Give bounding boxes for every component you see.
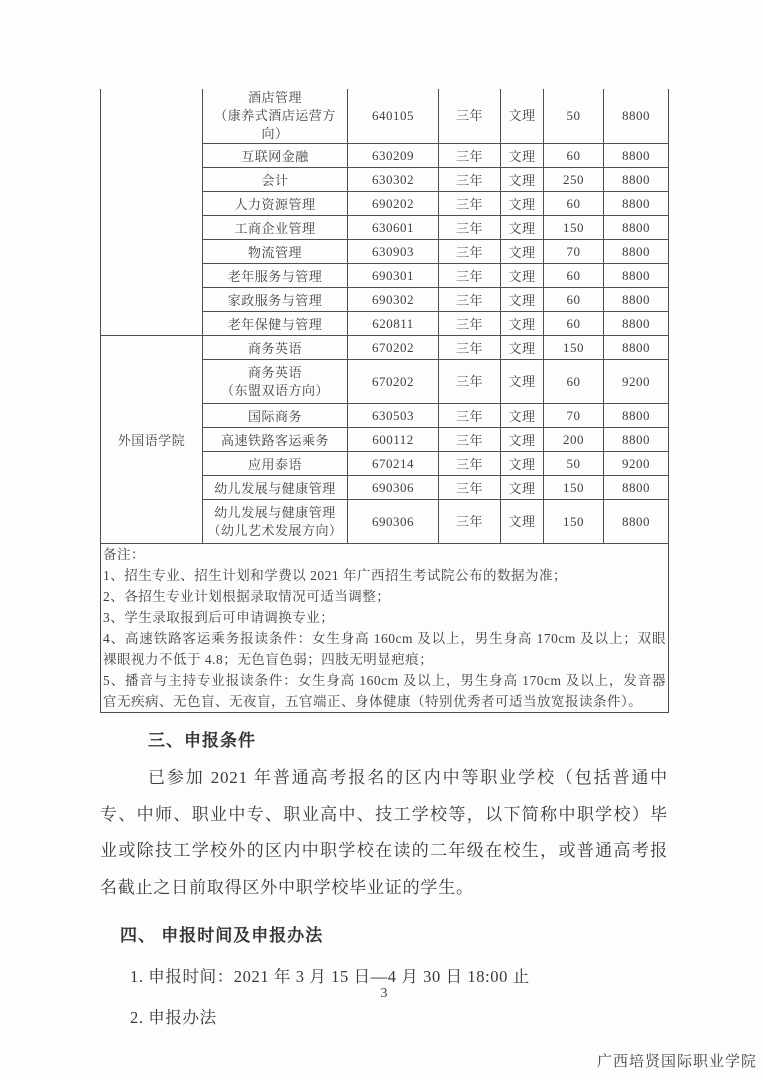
- major-code-cell: 670202: [348, 336, 439, 360]
- duration-cell: 三年: [439, 360, 501, 404]
- major-direction: （康养式酒店运营方向）: [214, 108, 336, 141]
- major-code-cell: 600112: [348, 428, 439, 452]
- table-row: [101, 336, 669, 360]
- major-name: 物流管理: [247, 245, 302, 260]
- subjects-cell: 文理: [501, 264, 544, 288]
- subjects-cell: 文理: [501, 240, 544, 264]
- major-code-cell: 640105: [348, 89, 439, 144]
- subjects-cell: 文理: [501, 168, 544, 192]
- plan-count-cell: 60: [544, 264, 604, 288]
- major-cell: [203, 89, 348, 144]
- duration-cell: 三年: [439, 428, 501, 452]
- major-name: 应用泰语: [247, 457, 302, 472]
- fee-cell: 8800: [604, 264, 669, 288]
- section-3-paragraph: 已参加 2021 年普通高考报名的区内中等职业学校（包括普通中专、中师、职业中专、职业高中、技工学校等，以下简称中职学校）毕业或除技工学校外的区内中职学校在读的二年级在校生，或普通高考报名截止之日前取得区外中职学校毕业证的学生。: [100, 768, 668, 897]
- fee-cell: 8800: [604, 216, 669, 240]
- subjects-cell: 文理: [501, 336, 544, 360]
- major-name: 商务英语: [247, 364, 302, 380]
- plan-count-cell: 250: [544, 168, 604, 192]
- subjects-cell: 文理: [501, 404, 544, 428]
- fee-cell: 8800: [604, 500, 669, 544]
- plan-count-cell: 60: [544, 360, 604, 404]
- note-item: 3、学生录取报到后可申请调换专业；: [103, 610, 335, 625]
- note-item: 5、播音与主持专业报读条件：女生身高 160cm 及以上，男生身高 170cm 及以上，发音器官无疾病、无色盲、无夜盲，五官端正、身体健康（特别优秀者可适当放宽报读条件）。: [103, 673, 667, 709]
- table-body: [101, 89, 669, 713]
- plan-count-cell: 60: [544, 312, 604, 336]
- duration-cell: 三年: [439, 476, 501, 500]
- duration-cell: 三年: [439, 336, 501, 360]
- duration-cell: 三年: [439, 500, 501, 544]
- subjects-cell: 文理: [501, 500, 544, 544]
- fee-cell: 8800: [604, 404, 669, 428]
- plan-count-cell: 60: [544, 192, 604, 216]
- duration-cell: 三年: [439, 404, 501, 428]
- duration-cell: 三年: [439, 89, 501, 144]
- major-code-cell: 630302: [348, 168, 439, 192]
- page-number: 3: [380, 986, 388, 1001]
- college-cell: [101, 89, 203, 336]
- major-cell: [203, 168, 348, 192]
- plan-count-cell: 70: [544, 240, 604, 264]
- duration-cell: 三年: [439, 452, 501, 476]
- major-code-cell: 630503: [348, 404, 439, 428]
- plan-count-cell: 150: [544, 476, 604, 500]
- major-name: 酒店管理: [247, 90, 302, 105]
- subjects-cell: 文理: [501, 144, 544, 168]
- major-cell: [203, 360, 348, 404]
- fee-cell: 8800: [604, 476, 669, 500]
- plan-count-cell: 50: [544, 89, 604, 144]
- plan-count-cell: 60: [544, 288, 604, 312]
- major-code-cell: 690202: [348, 192, 439, 216]
- major-cell: [203, 428, 348, 452]
- enrollment-plan-table: [100, 89, 669, 713]
- subjects-cell: 文理: [501, 192, 544, 216]
- major-cell: [203, 476, 348, 500]
- duration-cell: 三年: [439, 216, 501, 240]
- subjects-cell: 文理: [501, 360, 544, 404]
- notes-row: [101, 544, 669, 713]
- major-code-cell: 690301: [348, 264, 439, 288]
- plan-count-cell: 200: [544, 428, 604, 452]
- section-4-heading: 四、 申报时间及申报办法: [120, 926, 324, 945]
- major-name: 家政服务与管理: [227, 293, 323, 308]
- fee-cell: 8800: [604, 240, 669, 264]
- major-code-cell: 670214: [348, 452, 439, 476]
- major-name: 幼儿发展与健康管理: [214, 481, 336, 496]
- major-code-cell: 690306: [348, 500, 439, 544]
- fee-cell: 8800: [604, 192, 669, 216]
- fee-cell: 8800: [604, 144, 669, 168]
- duration-cell: 三年: [439, 192, 501, 216]
- page-content: [100, 89, 668, 1028]
- notes-title: 备注：: [103, 547, 145, 562]
- major-cell: [203, 336, 348, 360]
- subjects-cell: 文理: [501, 312, 544, 336]
- duration-cell: 三年: [439, 288, 501, 312]
- section-4-item-2: 2. 申报办法: [130, 1008, 217, 1027]
- major-name: 幼儿发展与健康管理: [214, 504, 336, 520]
- major-name: 工商企业管理: [234, 221, 316, 236]
- plan-count-cell: 150: [544, 216, 604, 240]
- note-item: 2、各招生专业计划根据录取情况可适当调整；: [103, 589, 391, 604]
- major-direction: （幼儿艺术发展方向）: [207, 522, 343, 538]
- major-name: 老年服务与管理: [227, 269, 323, 284]
- major-code-cell: 670202: [348, 360, 439, 404]
- major-cell: [203, 240, 348, 264]
- duration-cell: 三年: [439, 240, 501, 264]
- major-name: 互联网金融: [241, 149, 309, 164]
- duration-cell: 三年: [439, 264, 501, 288]
- major-cell: [203, 144, 348, 168]
- fee-cell: 8800: [604, 89, 669, 144]
- fee-cell: 9200: [604, 452, 669, 476]
- college-cell: 外国语学院: [101, 336, 203, 544]
- major-direction: （东盟双语方向）: [220, 382, 329, 398]
- major-name: 人力资源管理: [234, 197, 316, 212]
- duration-cell: 三年: [439, 168, 501, 192]
- major-code-cell: 620811: [348, 312, 439, 336]
- watermark-school-name: 广西培贤国际职业学院: [596, 1053, 757, 1070]
- note-item: 4、高速铁路客运乘务报读条件：女生身高 160cm 及以上，男生身高 170cm 及以上；双眼裸眼视力不低于 4.8；无色盲色弱；四肢无明显疤痕；: [103, 631, 667, 667]
- major-code-cell: 690306: [348, 476, 439, 500]
- major-cell: [203, 500, 348, 544]
- note-item: 1、招生专业、招生计划和学费以 2021 年广西招生考试院公布的数据为准；: [103, 568, 567, 583]
- major-name: 国际商务: [247, 409, 302, 424]
- fee-cell: 8800: [604, 312, 669, 336]
- duration-cell: 三年: [439, 312, 501, 336]
- major-name: 商务英语: [247, 341, 302, 356]
- subjects-cell: 文理: [501, 428, 544, 452]
- plan-count-cell: 150: [544, 500, 604, 544]
- duration-cell: 三年: [439, 144, 501, 168]
- major-code-cell: 690302: [348, 288, 439, 312]
- major-code-cell: 630903: [348, 240, 439, 264]
- fee-cell: 9200: [604, 360, 669, 404]
- major-cell: [203, 288, 348, 312]
- major-cell: [203, 452, 348, 476]
- major-cell: [203, 192, 348, 216]
- plan-count-cell: 150: [544, 336, 604, 360]
- major-code-cell: 630601: [348, 216, 439, 240]
- plan-count-cell: 60: [544, 144, 604, 168]
- subjects-cell: 文理: [501, 288, 544, 312]
- major-cell: [203, 404, 348, 428]
- subjects-cell: 文理: [501, 452, 544, 476]
- plan-count-cell: 50: [544, 452, 604, 476]
- fee-cell: 8800: [604, 168, 669, 192]
- subjects-cell: 文理: [501, 476, 544, 500]
- major-name: 会计: [261, 173, 289, 188]
- table-row: [101, 89, 669, 144]
- fee-cell: 8800: [604, 428, 669, 452]
- plan-count-cell: 70: [544, 404, 604, 428]
- notes-cell: [101, 544, 669, 713]
- major-name: 高速铁路客运乘务: [220, 433, 329, 448]
- major-cell: [203, 216, 348, 240]
- subjects-cell: 文理: [501, 89, 544, 144]
- subjects-cell: 文理: [501, 216, 544, 240]
- fee-cell: 8800: [604, 288, 669, 312]
- major-name: 老年保健与管理: [227, 317, 323, 332]
- section-4-item-1: 1. 申报时间：2021 年 3 月 15 日—4 月 30 日 18:00 止: [130, 967, 530, 986]
- major-code-cell: 630209: [348, 144, 439, 168]
- section-3-heading: 三、申报条件: [148, 731, 256, 750]
- major-cell: [203, 264, 348, 288]
- fee-cell: 8800: [604, 336, 669, 360]
- major-cell: [203, 312, 348, 336]
